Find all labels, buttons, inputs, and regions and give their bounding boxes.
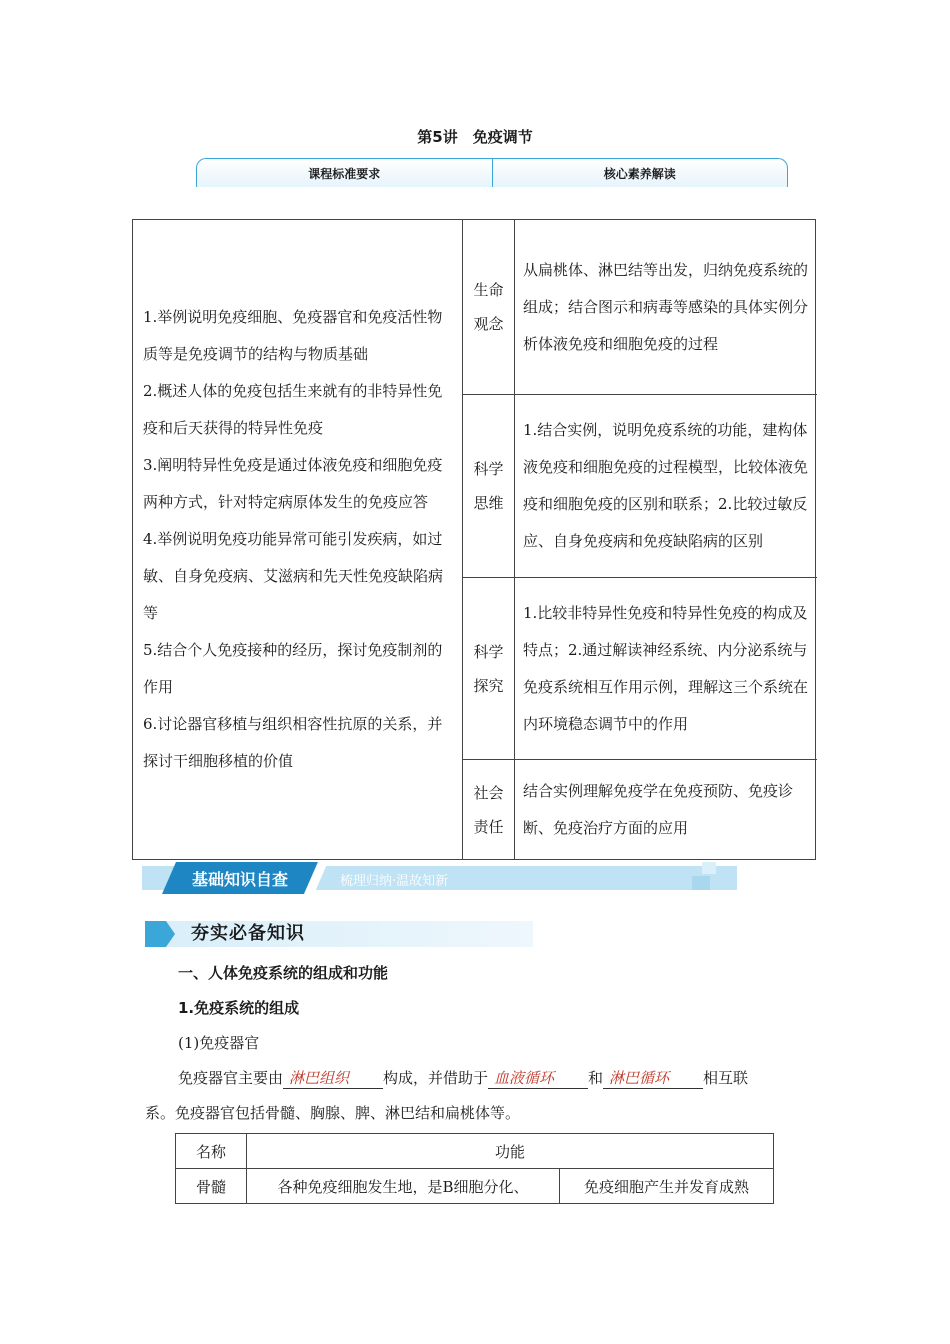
heading-level1: 一、人体免疫系统的组成和功能 xyxy=(178,964,389,982)
paragraph-line: 免疫器官主要由 淋巴组织 构成，并借助于 血液循环 和 淋巴循环 相互联 xyxy=(178,1069,749,1087)
answer-blank: 淋巴组织 xyxy=(283,1067,383,1089)
heading-arrow-icon xyxy=(145,921,175,947)
section-heading xyxy=(145,921,533,947)
literacy-row xyxy=(463,759,817,859)
requirement-item: 1.举例说明免疫细胞、免疫器官和免疫活性物质等是免疫调节的结构与物质基础 xyxy=(143,308,443,363)
page-title: 第5讲 免疫调节 xyxy=(417,128,533,146)
requirement-item: 2.概述人体的免疫包括生来就有的非特异性免疫和后天获得的特异性免疫 xyxy=(143,382,443,437)
answer-blank: 淋巴循环 xyxy=(603,1067,703,1089)
heading-level3: (1)免疫器官 xyxy=(178,1034,260,1052)
section-heading-text: 夯实必备知识 xyxy=(191,923,305,944)
table-cell: 骨髓 xyxy=(176,1169,247,1204)
standards-table xyxy=(132,219,816,860)
literacy-category: 生命观念 xyxy=(463,220,515,394)
literacy-row xyxy=(463,577,817,759)
table-cell: 各种免疫细胞发生地，是B细胞分化、 xyxy=(247,1169,560,1204)
literacy-row xyxy=(463,394,817,577)
tab-core-literacy: 核心素养解读 xyxy=(603,166,676,181)
requirements-cell xyxy=(133,220,463,859)
paragraph-line: 系。免疫器官包括骨髓、胸腺、脾、淋巴结和扁桃体等。 xyxy=(145,1104,521,1122)
tab-curriculum-standards: 课程标准要求 xyxy=(197,159,493,187)
literacy-category: 科学思维 xyxy=(463,395,515,577)
heading-level2: 1.免疫系统的组成 xyxy=(178,999,300,1017)
section-banner xyxy=(142,862,737,894)
banner-subtitle: 梳理归纳·温故知新 xyxy=(340,874,449,889)
table-row xyxy=(176,1169,774,1204)
requirement-item: 6.讨论器官移植与组织相容性抗原的关系，并探讨干细胞移植的价值 xyxy=(143,715,443,770)
literacy-category: 科学探究 xyxy=(463,578,515,759)
literacy-row xyxy=(463,220,817,394)
requirement-item: 5.结合个人免疫接种的经历，探讨免疫制剂的作用 xyxy=(143,641,443,696)
literacy-description: 结合实例理解免疫学在免疫预防、免疫诊断、免疫治疗方面的应用 xyxy=(523,781,794,837)
organ-function-table xyxy=(175,1133,774,1204)
banner-title: 基础知识自查 xyxy=(192,870,289,889)
requirement-item: 3.阐明特异性免疫是通过体液免疫和细胞免疫两种方式，针对特定病原体发生的免疫应答 xyxy=(143,456,443,511)
table-header-row xyxy=(176,1134,774,1169)
literacy-category: 社会责任 xyxy=(463,760,515,859)
table-header-cell: 功能 xyxy=(247,1134,774,1169)
table-cell: 免疫细胞产生并发育成熟 xyxy=(560,1169,774,1204)
literacy-description: 1.结合实例，说明免疫系统的功能，建构体液免疫和细胞免疫的过程模型，比较体液免疫和细胞免疫的区别和联系；2.比较过敏反应、自身免疫病和免疫缺陷病的区别 xyxy=(523,421,809,550)
table-header-cell: 名称 xyxy=(176,1134,247,1169)
requirement-item: 4.举例说明免疫功能异常可能引发疾病，如过敏、自身免疫病、艾滋病和先天性免疫缺陷病等 xyxy=(143,530,444,622)
standards-tab-header xyxy=(196,158,788,187)
literacy-description: 1.比较非特异性免疫和特异性免疫的构成及特点；2.通过解读神经系统、内分泌系统与免疫系统相互作用示例，理解这三个系统在内环境稳态调节中的作用 xyxy=(523,603,809,733)
answer-blank: 血液循环 xyxy=(488,1067,588,1089)
literacy-description: 从扁桃体、淋巴结等出发，归纳免疫系统的组成；结合图示和病毒等感染的具体实例分析体液免疫和细胞免疫的过程 xyxy=(523,260,809,353)
